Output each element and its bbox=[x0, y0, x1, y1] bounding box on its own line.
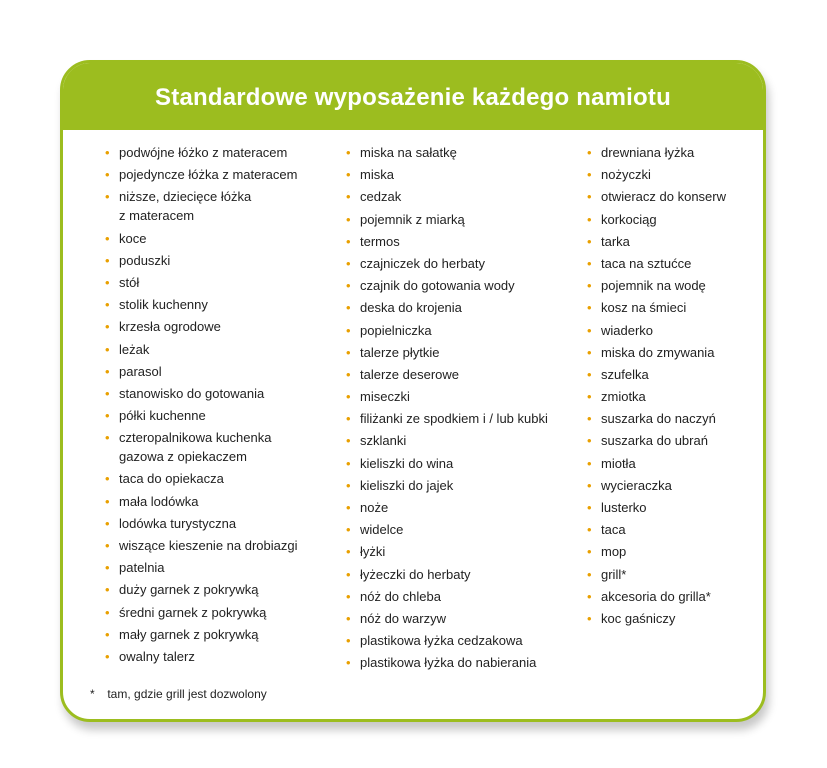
list-item: • nożyczki bbox=[587, 165, 757, 184]
list-item: • miska bbox=[346, 165, 566, 184]
list-item: • mały garnek z pokrywką bbox=[105, 625, 305, 644]
list-item: • talerze płytkie bbox=[346, 343, 566, 362]
footnote bbox=[90, 687, 267, 701]
list-item: • popielniczka bbox=[346, 321, 566, 340]
list-item: • grill* bbox=[587, 565, 757, 584]
list-item: • zmiotka bbox=[587, 387, 757, 406]
list-item: • podwójne łóżko z materacem bbox=[105, 143, 305, 162]
list-item: • pojemnik z miarką bbox=[346, 210, 566, 229]
list-item: • nóż do chleba bbox=[346, 587, 566, 606]
list-item: • taca na sztućce bbox=[587, 254, 757, 273]
footnote-text: tam, gdzie grill jest dozwolony bbox=[107, 687, 267, 701]
list-item: • widelce bbox=[346, 520, 566, 539]
list-item: • taca do opiekacza bbox=[105, 469, 305, 488]
list-item: • patelnia bbox=[105, 558, 305, 577]
list-item: • otwieracz do konserw bbox=[587, 187, 757, 206]
list-item: • miska do zmywania bbox=[587, 343, 757, 362]
list-item: • akcesoria do grilla* bbox=[587, 587, 757, 606]
list-item: • drewniana łyżka bbox=[587, 143, 757, 162]
list-item: • stół bbox=[105, 273, 305, 292]
list-item: • mała lodówka bbox=[105, 492, 305, 511]
list-item: • średni garnek z pokrywką bbox=[105, 603, 305, 622]
list-item: • suszarka do naczyń bbox=[587, 409, 757, 428]
list-item: • szufelka bbox=[587, 365, 757, 384]
list-item: • wiszące kieszenie na drobiazgi bbox=[105, 536, 305, 555]
list-item: • miotła bbox=[587, 454, 757, 473]
list-item: • termos bbox=[346, 232, 566, 251]
list-item: • szklanki bbox=[346, 431, 566, 450]
list-item: • czteropalnikowa kuchenka gazowa z opiekaczem bbox=[105, 428, 305, 466]
list-item: • leżak bbox=[105, 340, 305, 359]
list-item: • filiżanki ze spodkiem i / lub kubki bbox=[346, 409, 566, 428]
list-item: • pojedyncze łóżka z materacem bbox=[105, 165, 305, 184]
list-item: • łyżeczki do herbaty bbox=[346, 565, 566, 584]
list-item: • stolik kuchenny bbox=[105, 295, 305, 314]
list-item: • pojemnik na wodę bbox=[587, 276, 757, 295]
list-item: • nóż do warzyw bbox=[346, 609, 566, 628]
equipment-list-column-3 bbox=[587, 143, 757, 631]
equipment-list-column-2 bbox=[346, 143, 566, 676]
footnote-marker: * bbox=[90, 687, 95, 701]
list-item: • lodówka turystyczna bbox=[105, 514, 305, 533]
list-item: • noże bbox=[346, 498, 566, 517]
list-item: • mop bbox=[587, 542, 757, 561]
list-item: • plastikowa łyżka cedzakowa bbox=[346, 631, 566, 650]
list-item: • kieliszki do wina bbox=[346, 454, 566, 473]
list-item: • deska do krojenia bbox=[346, 298, 566, 317]
list-item: • miseczki bbox=[346, 387, 566, 406]
list-item: • tarka bbox=[587, 232, 757, 251]
list-item: • krzesła ogrodowe bbox=[105, 317, 305, 336]
list-item: • taca bbox=[587, 520, 757, 539]
list-item: • półki kuchenne bbox=[105, 406, 305, 425]
list-item: • lusterko bbox=[587, 498, 757, 517]
list-item: • czajnik do gotowania wody bbox=[346, 276, 566, 295]
list-item: • cedzak bbox=[346, 187, 566, 206]
list-item: • wiaderko bbox=[587, 321, 757, 340]
list-item: • owalny talerz bbox=[105, 647, 305, 666]
list-item: • stanowisko do gotowania bbox=[105, 384, 305, 403]
list-item: • poduszki bbox=[105, 251, 305, 270]
list-item: • czajniczek do herbaty bbox=[346, 254, 566, 273]
list-item: • suszarka do ubrań bbox=[587, 431, 757, 450]
list-item: • korkociąg bbox=[587, 210, 757, 229]
list-item: • miska na sałatkę bbox=[346, 143, 566, 162]
list-item: • łyżki bbox=[346, 542, 566, 561]
list-item: • koce bbox=[105, 229, 305, 248]
equipment-card bbox=[60, 60, 766, 722]
card-title: Standardowe wyposażenie każdego namiotu bbox=[63, 63, 763, 130]
list-item: • koc gaśniczy bbox=[587, 609, 757, 628]
list-item: • wycieraczka bbox=[587, 476, 757, 495]
list-item: • talerze deserowe bbox=[346, 365, 566, 384]
list-item: • kieliszki do jajek bbox=[346, 476, 566, 495]
equipment-list-column-1 bbox=[105, 143, 305, 669]
list-item: • parasol bbox=[105, 362, 305, 381]
list-item: • plastikowa łyżka do nabierania bbox=[346, 653, 566, 672]
list-item: • kosz na śmieci bbox=[587, 298, 757, 317]
list-item: • niższe, dziecięce łóżka z materacem bbox=[105, 187, 305, 225]
list-item: • duży garnek z pokrywką bbox=[105, 580, 305, 599]
